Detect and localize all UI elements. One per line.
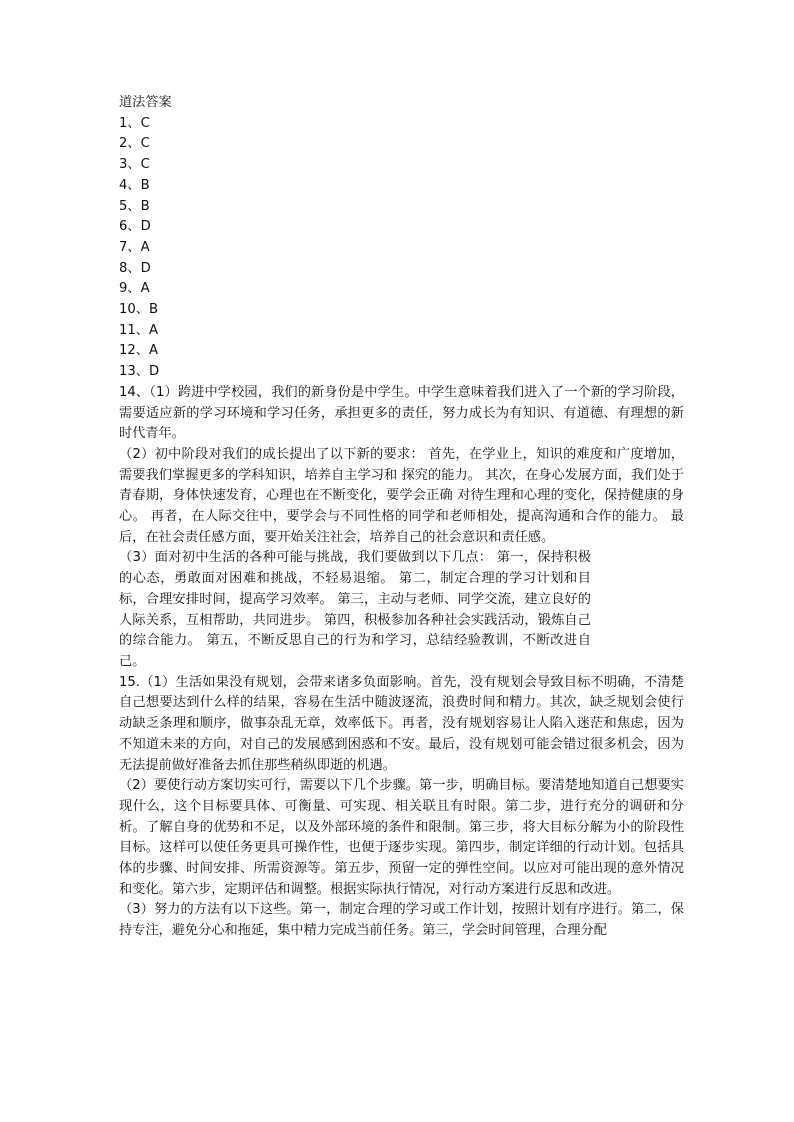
answer-item: 2、C <box>119 136 150 152</box>
answer-item: 3、C <box>119 157 150 173</box>
answer-item: 5、B <box>119 198 150 214</box>
multiple-choice-answer-list <box>119 114 684 383</box>
q14-part-2: （2）初中阶段对我们的成长提出了以下新的要求： 首先，在学业上，知识的难度和广度增加，需要我们掌握更多的学科知识，培养自主学习和 探究的能力。 其次，在身心发展方面，我们处于青春期，身体快速发育，心理也在不断变化，要学会正确 对待生理和心理的变化，保持健康的身心。 再者，在人际交往中，要学会与不同性格的同学和老师相处，提高沟通和合作的能力。 最后，在社会责任感方面，要开始关注社会，培养自己的社会意识和责任感。 <box>119 446 684 545</box>
answer-document <box>119 93 684 942</box>
answer-item: 8、D <box>119 260 151 276</box>
answer-item: 7、A <box>119 239 150 255</box>
answer-item: 1、C <box>119 115 150 131</box>
answer-item: 4、B <box>119 177 150 193</box>
answer-item: 13、D <box>119 364 160 380</box>
q15-part-3: （3）努力的方法有以下这些。第一，制定合理的学习或工作计划，按照计划有序进行。第二，保持专注，避免分心和拖延，集中精力完成当前任务。第三，学会时间管理，合理分配 <box>119 902 684 939</box>
answer-item: 9、A <box>119 281 150 297</box>
q15-part-1: 15.（1）生活如果没有规划，会带来诸多负面影响。首先，没有规划会导致目标不明确，不清楚自己想要达到什么样的结果，容易在生活中随波逐流，浪费时间和精力。其次，缺乏规划会使行动缺乏条理和顺序，做事杂乱无章，效率低下。再者，没有规划容易让人陷入迷茫和焦虑，因为不知道未来的方向，对自己的发展感到困惑和不安。最后，没有规划可能会错过很多机会，因为无法提前做好准备去抓住那些稍纵即逝的机遇。 <box>119 674 684 773</box>
question-14-answer <box>119 383 684 673</box>
answer-item: 6、D <box>119 219 151 235</box>
q14-part-3: （3）面对初中生活的各种可能与挑战，我们要做到以下几点： 第一，保持积极的心态，勇敢面对困难和挑战，不轻易退缩。 第二，制定合理的学习计划和目标，合理安排时间，提高学习效率。 第三，主动与老师、同学交流，建立良好的人际关系，互相帮助，共同进步。 第四，积极参加各种社会实践活动，锻炼自己的综合能力。 第五，不断反思自己的行为和学习，总结经验教训，不断改进自己。 <box>119 550 591 669</box>
question-15-answer <box>119 673 684 942</box>
answer-item: 12、A <box>119 343 158 359</box>
answer-item: 11、A <box>119 322 158 338</box>
page-title: 道法答案 <box>119 95 172 110</box>
q15-part-2: （2）要使行动方案切实可行，需要以下几个步骤。第一步，明确目标。要清楚地知道自己想要实现什么，这个目标要具体、可衡量、可实现、相关联且有时限。第二步，进行充分的调研和分析。了解自身的优势和不足，以及外部环境的条件和限制。第三步，将大目标分解为小的阶段性目标。这样可以使任务更具可操作性，也便于逐步实现。第四步，制定详细的行动计划。包括具体的步骤、时间安排、所需资源等。第五步，预留一定的弹性空间。以应对可能出现的意外情况和变化。第六步，定期评估和调整。根据实际执行情况，对行动方案进行反思和改进。 <box>119 778 684 897</box>
answer-item: 10、B <box>119 302 159 318</box>
q14-part-1: 14、（1）跨进中学校园，我们的新身份是中学生。中学生意味着我们进入了一个新的学习阶段，需要适应新的学习环境和学习任务，承担更多的责任，努力成长为有知识、有道德、有理想的新时代青年。 <box>119 384 684 442</box>
